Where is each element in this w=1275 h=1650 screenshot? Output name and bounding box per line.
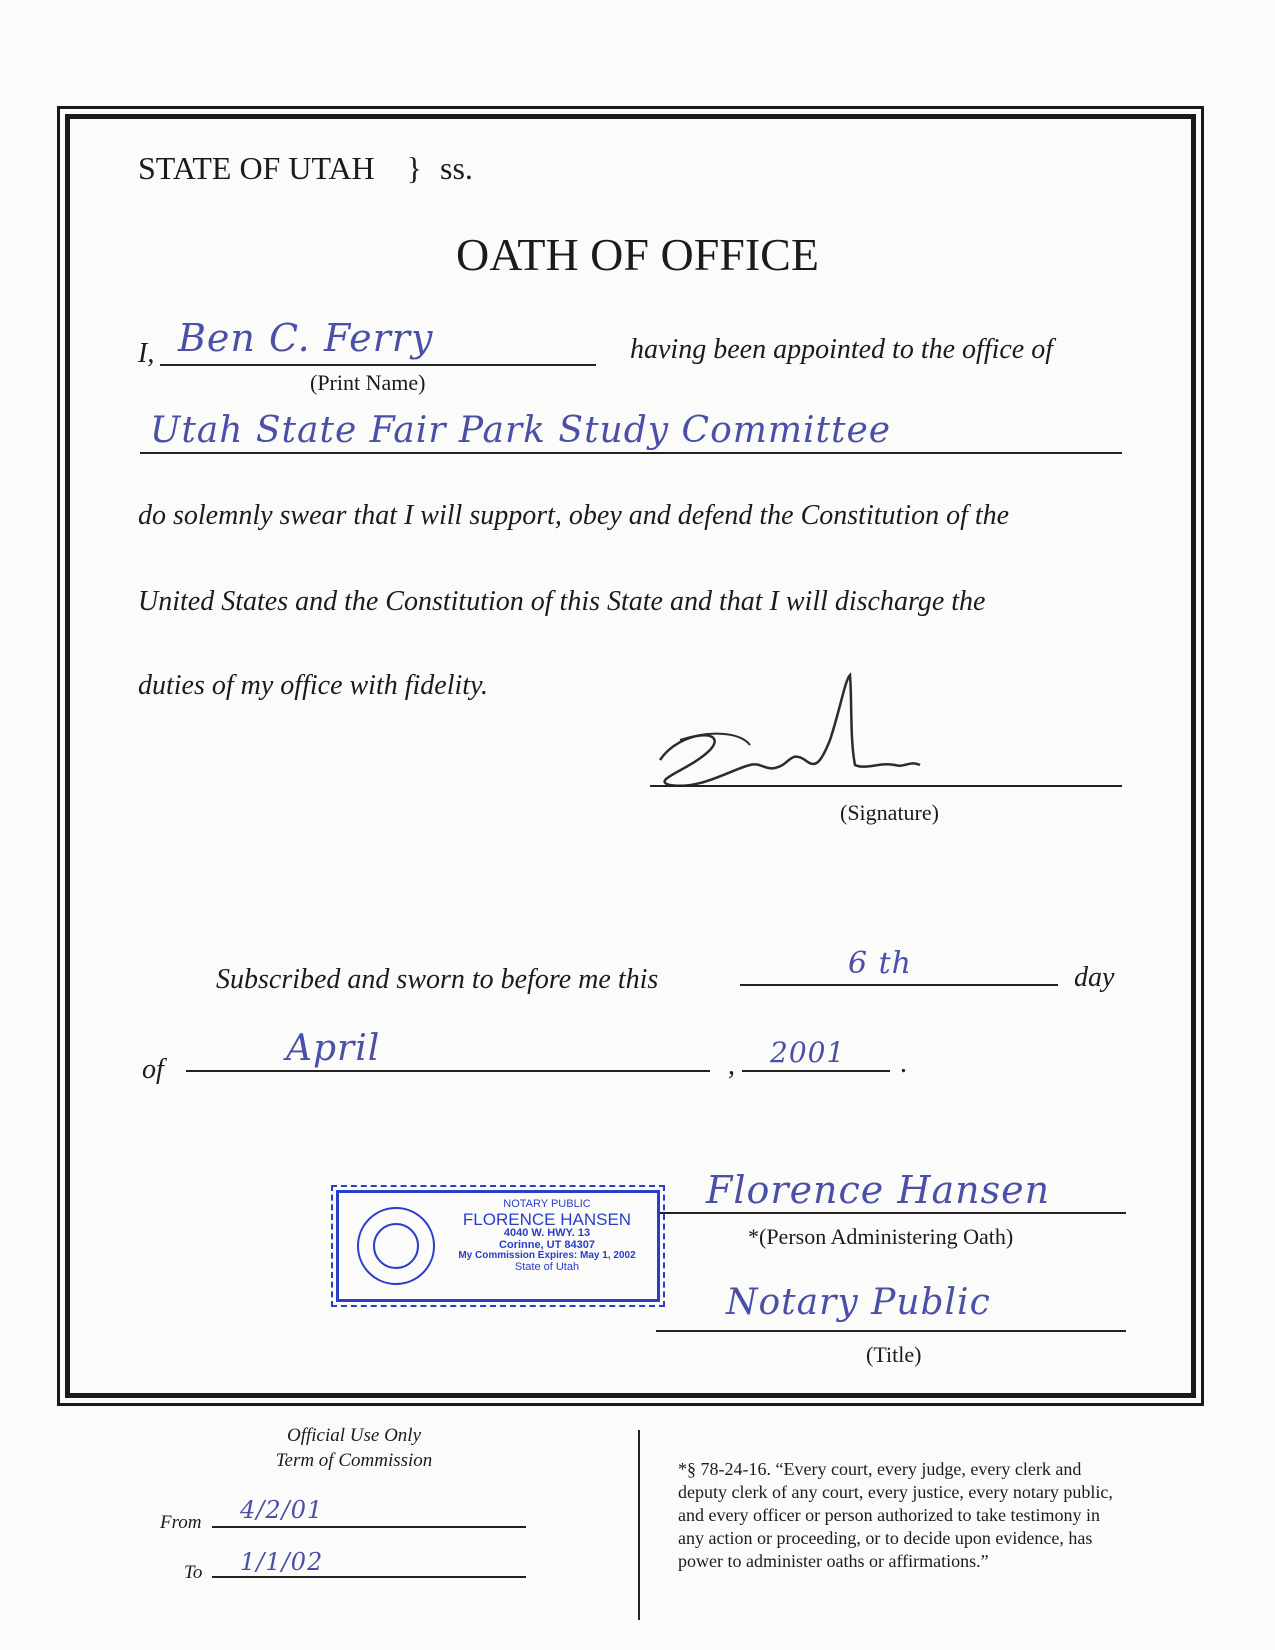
day-line <box>740 984 1058 986</box>
state-label: STATE OF UTAH <box>138 150 375 186</box>
stamp-line-3: 4040 W. HWY. 13 <box>503 1227 591 1240</box>
to-value: 1/1/02 <box>240 1548 324 1576</box>
document-title: OATH OF OFFICE <box>456 229 819 280</box>
administrator-caption: *(Person Administering Oath) <box>748 1224 1014 1249</box>
notary-stamp <box>336 1190 660 1302</box>
month-line <box>186 1070 710 1072</box>
term-heading: Term of Commission <box>275 1450 433 1471</box>
print-name-line <box>160 364 596 366</box>
print-name-value: Ben C. Ferry <box>178 316 434 360</box>
footer-divider <box>638 1430 640 1620</box>
oath-line-1: do solemnly swear that I will support, obey and defend the Constitution of the <box>138 500 1010 531</box>
to-label: To <box>184 1562 203 1583</box>
statute-line-4: any action or proceeding, or to decide upon evidence, has <box>678 1528 1093 1548</box>
ss-label: ss. <box>440 150 473 186</box>
stamp-line-1: NOTARY PUBLIC <box>503 1198 591 1210</box>
oath-line-2: United States and the Constitution of this State and that I will discharge the <box>138 586 986 617</box>
print-name-caption: (Print Name) <box>310 370 426 395</box>
statute-text <box>678 1458 1113 1573</box>
subscribed-text: Subscribed and sworn to before me this <box>216 964 659 995</box>
title-value: Notary Public <box>726 1282 991 1323</box>
period: . <box>900 1048 907 1079</box>
statute-line-3: and every officer or person authorized to take testimony in <box>678 1505 1101 1525</box>
signature-caption: (Signature) <box>840 800 939 825</box>
stamp-line-2: FLORENCE HANSEN <box>462 1209 632 1229</box>
stamp-text <box>439 1199 655 1274</box>
from-label: From <box>160 1512 202 1533</box>
of-label: of <box>142 1054 164 1085</box>
statute-line-1: *§ 78-24-16. “Every court, every judge, every clerk and <box>678 1459 1082 1479</box>
from-line <box>212 1526 526 1528</box>
administrator-line <box>660 1212 1126 1214</box>
statute-line-2: deputy clerk of any court, every justice, every notary public, <box>678 1482 1113 1502</box>
from-value: 4/2/01 <box>240 1496 324 1524</box>
state-seal <box>357 1207 435 1285</box>
year-value: 2001 <box>770 1036 846 1069</box>
day-label: day <box>1074 962 1115 993</box>
oath-prefix: I, <box>138 338 155 369</box>
to-line <box>212 1576 526 1578</box>
stamp-line-6: State of Utah <box>514 1260 580 1273</box>
office-value: Utah State Fair Park Study Committee <box>150 410 892 451</box>
appointment-text: having been appointed to the office of <box>630 334 1054 365</box>
venue-line <box>138 150 473 187</box>
official-use-heading: Official Use Only <box>286 1425 422 1446</box>
year-line <box>742 1070 890 1072</box>
title-line <box>656 1330 1126 1332</box>
comma: , <box>728 1050 735 1081</box>
brace: } <box>406 150 423 186</box>
title-caption: (Title) <box>866 1342 922 1367</box>
stamp-line-4: Corinne, UT 84307 <box>499 1238 595 1251</box>
statute-line-5: power to administer oaths or affirmations.” <box>678 1551 989 1571</box>
day-value: 6 th <box>848 946 912 981</box>
month-value: April <box>286 1028 381 1069</box>
administrator-name-value: Florence Hansen <box>706 1168 1051 1212</box>
oath-signature-scrawl <box>640 670 940 820</box>
oath-line-3: duties of my office with fidelity. <box>138 670 488 701</box>
office-line <box>140 452 1122 454</box>
signature-line <box>650 785 1122 787</box>
stamp-line-5: My Commission Expires: May 1, 2002 <box>458 1250 636 1262</box>
